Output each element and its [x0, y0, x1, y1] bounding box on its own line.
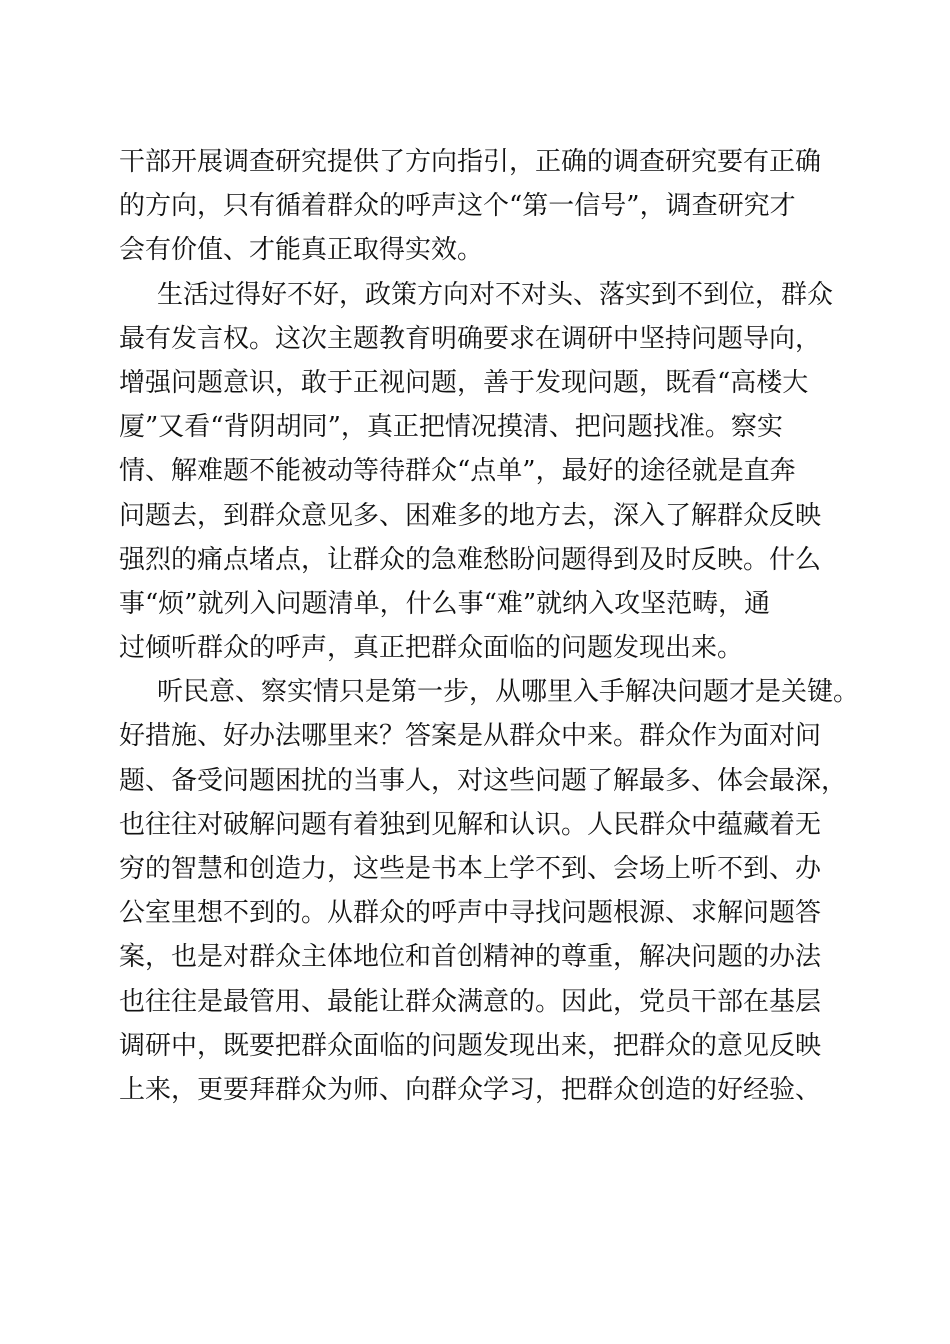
text-line: 调研中，既要把群众面临的问题发现出来，把群众的意见反映: [119, 1030, 822, 1061]
text-line: 增强问题意识，敢于正视问题，善于发现问题，既看“高楼大: [119, 367, 809, 398]
text-line: 的方向，只有循着群众的呼声这个“第一信号”，调查研究才: [119, 191, 796, 222]
text-line: 事“烦”就列入问题清单，什么事“难”就纳入攻坚范畴，通: [119, 588, 771, 619]
paragraph-first-line: 生活过得好不好，政策方向对不对头、落实到不到位，群众: [157, 279, 834, 310]
paragraph-first-line: 听民意、察实情只是第一步，从哪里入手解决问题才是关键。: [157, 677, 860, 708]
text-line: 强烈的痛点堵点，让群众的急难愁盼问题得到及时反映。什么: [119, 544, 822, 575]
text-line: 会有价值、才能真正取得实效。: [119, 235, 484, 266]
text-line: 问题去，到群众意见多、困难多的地方去，深入了解群众反映: [119, 500, 822, 531]
text-line: 也往往是最管用、最能让群众满意的。因此，党员干部在基层: [119, 986, 822, 1017]
text-line: 好措施、好办法哪里来？答案是从群众中来。群众作为面对问: [119, 721, 822, 752]
text-line: 最有发言权。这次主题教育明确要求在调研中坚持问题导向，: [119, 323, 822, 354]
body-text: [119, 140, 860, 1112]
text-line: 案，也是对群众主体地位和首创精神的尊重，解决问题的办法: [119, 942, 822, 973]
text-line: 情、解难题不能被动等待群众“点单”，最好的途径就是直奔: [119, 456, 796, 487]
text-line: 公室里想不到的。从群众的呼声中寻找问题根源、求解问题答: [119, 898, 822, 929]
text-line: 题、备受问题困扰的当事人，对这些问题了解最多、体会最深，: [119, 765, 848, 796]
text-line: 过倾听群众的呼声，真正把群众面临的问题发现出来。: [119, 633, 744, 664]
text-line: 厦”又看“背阴胡同”，真正把情况摸清、把问题找准。察实: [119, 412, 783, 443]
text-line: 也往往对破解问题有着独到见解和认识。人民群众中蕴藏着无: [119, 809, 822, 840]
text-line: 穷的智慧和创造力，这些是书本上学不到、会场上听不到、办: [119, 854, 822, 884]
text-line: 上来，更要拜群众为师、向群众学习，把群众创造的好经验、: [119, 1074, 822, 1105]
text-line: 干部开展调查研究提供了方向指引，正确的调查研究要有正确: [119, 147, 822, 177]
